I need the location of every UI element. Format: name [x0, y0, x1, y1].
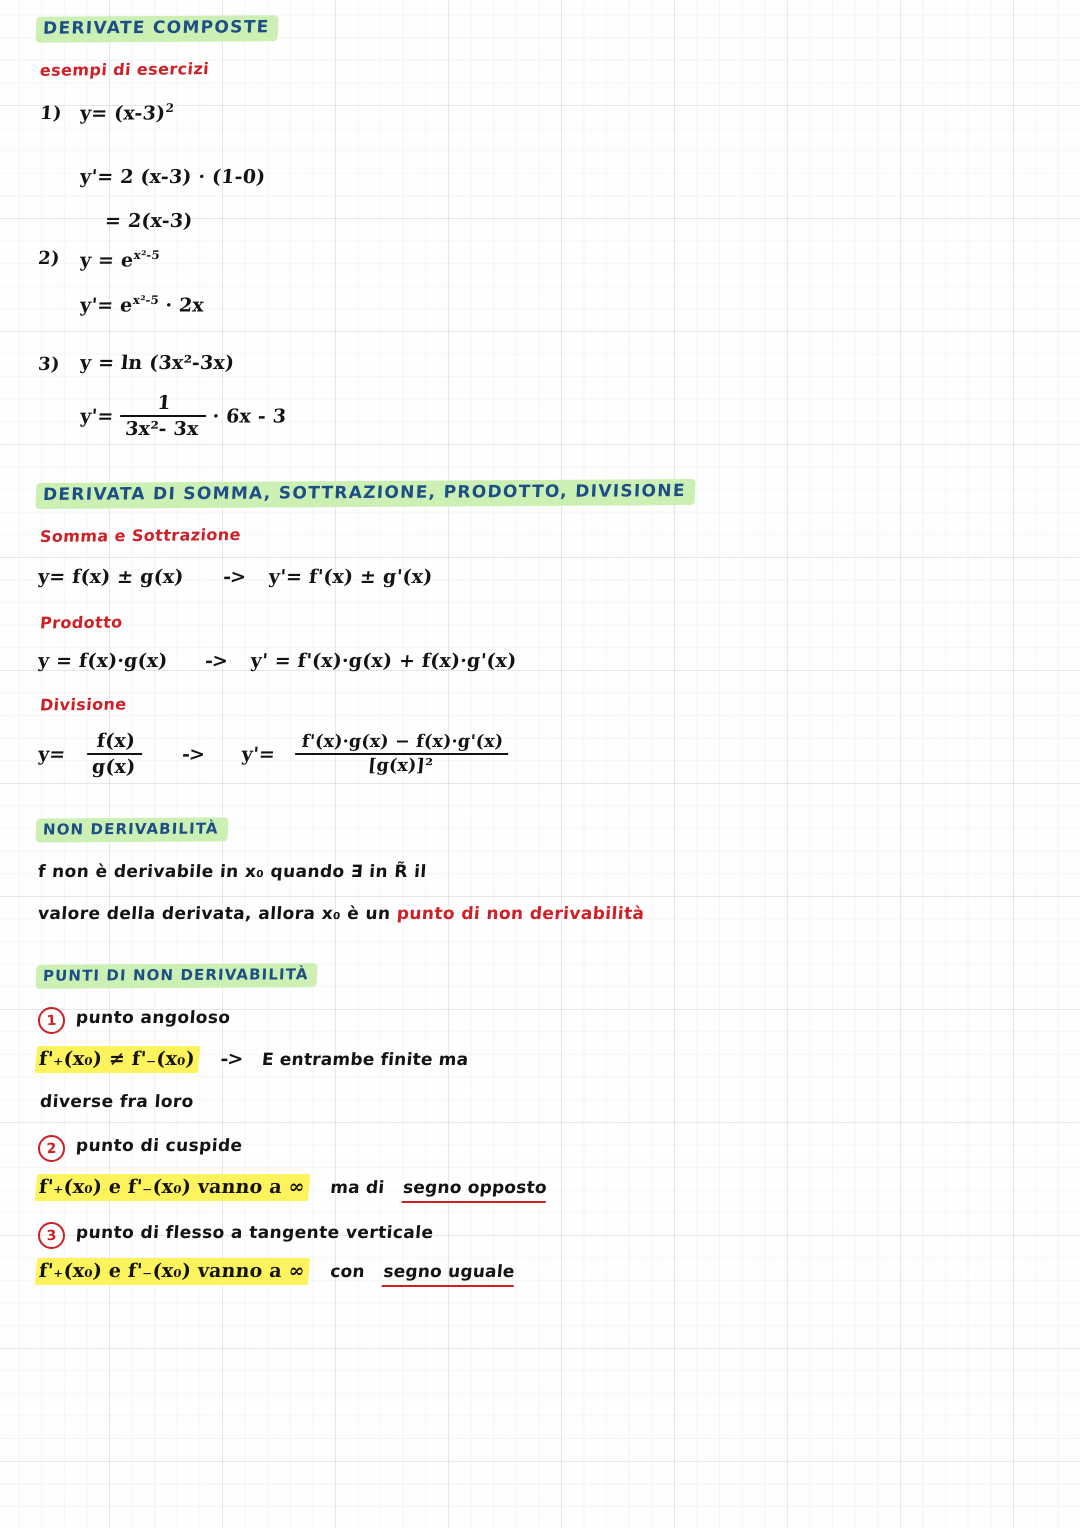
exercise-1-line2: [79, 168, 266, 187]
exercise-2-line2-lhs: y'=: [79, 294, 115, 317]
point-2-tail: ma di: [329, 1178, 386, 1198]
point-3-formula-row: [35, 1262, 515, 1281]
formula-somma-left: y= f(x) ± g(x): [37, 566, 185, 588]
formula-divisione-left-numerator: f(x): [87, 732, 144, 755]
formula-divisione: [36, 730, 510, 778]
exercise-3-line2: [78, 392, 288, 440]
subheading-somma-sottrazione: Somma e Sottrazione: [39, 524, 242, 547]
point-1-formula-highlighted: f'₊(x₀) ≠ f'₋(x₀): [35, 1046, 200, 1073]
formula-prodotto-right: y' = f'(x)·g(x) + f(x)·g'(x): [249, 650, 518, 672]
subheading-esempi-di-esercizi: esempi di esercizi: [39, 59, 210, 80]
point-1-tail: E entrambe finite ma: [261, 1050, 470, 1070]
point-3-formula-highlighted: f'₊(x₀) e f'₋(x₀) vanno a ∞: [35, 1258, 310, 1285]
point-1-number: 1: [37, 1006, 65, 1034]
exercise-1-expr: (x-3): [113, 102, 167, 125]
exercise-2-base: e: [120, 249, 135, 272]
point-1-tail-line2: diverse fra loro: [39, 1092, 195, 1112]
exercise-1-line2-rhs: 2 (x-3) · (1-0): [119, 166, 267, 188]
non-derivabilita-line-2-black: valore della derivata, allora x₀ è un: [37, 904, 392, 924]
formula-somma-arrow: ->: [222, 566, 247, 588]
subheading-divisione: Divisione: [39, 694, 128, 715]
exercise-3-line2-tail: · 6x - 3: [211, 405, 288, 428]
exercise-1-y: y=: [79, 102, 109, 125]
exercise-2-line2-tail: · 2x: [164, 294, 205, 317]
formula-prodotto-left: y = f(x)·g(x): [37, 650, 169, 672]
non-derivabilita-line-1: f non è derivabile in x₀ quando ∃ in R̃ il: [37, 862, 428, 882]
point-1-formula-row: [35, 1050, 469, 1069]
exercise-1-line3: = 2(x-3): [104, 210, 194, 232]
exercise-2-lhs: y =: [79, 249, 116, 272]
exercise-2-line2: [79, 295, 205, 315]
exercise-1-number: 1): [39, 103, 63, 124]
exercise-3-fraction-numerator: 1: [120, 394, 207, 417]
formula-divisione-lhs: y=: [37, 743, 67, 766]
point-3-tail: con: [329, 1262, 366, 1282]
formula-somma-right: y'= f'(x) ± g'(x): [267, 566, 434, 588]
formula-divisione-right-denominator: [g(x)]²: [367, 756, 434, 776]
heading-derivate-composte: DERIVATE COMPOSTE: [35, 15, 279, 42]
point-2-formula-highlighted: f'₊(x₀) e f'₋(x₀) vanno a ∞: [35, 1174, 310, 1201]
heading-derivata-operazioni: DERIVATA DI SOMMA, SOTTRAZIONE, PRODOTTO, DIVISIONE: [35, 479, 695, 509]
point-1-arrow: ->: [219, 1048, 244, 1070]
exercise-2-number: 2): [37, 248, 61, 269]
exercise-3-number: 3): [37, 354, 61, 375]
subheading-prodotto: Prodotto: [39, 612, 124, 633]
point-3-number: 3: [37, 1221, 65, 1249]
exercise-2-line2-exponent: x²-5: [132, 293, 160, 307]
point-1-label: punto angoloso: [75, 1008, 232, 1028]
point-2-formula-row: [35, 1178, 547, 1197]
point-2-underlined: segno opposto: [402, 1178, 548, 1203]
heading-non-derivabilita: NON DERIVABILITÀ: [35, 817, 228, 842]
formula-divisione-rhs: y'=: [240, 743, 277, 766]
point-2-number: 2: [37, 1134, 65, 1162]
formula-prodotto-arrow: ->: [204, 650, 228, 672]
non-derivabilita-line-2-red: punto di non derivabilità: [396, 904, 646, 924]
formula-prodotto: [37, 652, 517, 671]
formula-somma-sottrazione: [37, 568, 433, 587]
exercise-3-line2-lhs: y'=: [79, 405, 115, 428]
formula-divisione-left-denominator: g(x): [91, 756, 137, 778]
exercise-1-exponent: 2: [165, 101, 175, 115]
exercise-2-statement: [79, 250, 160, 270]
exercise-3-fraction: [118, 394, 207, 439]
point-3-label: punto di flesso a tangente verticale: [75, 1223, 435, 1243]
exercise-1-statement: [79, 103, 174, 123]
formula-divisione-left-fraction: [85, 732, 144, 777]
exercise-3-fraction-denominator: 3x²- 3x: [124, 418, 200, 440]
heading-punti-non-derivabilita: PUNTI DI NON DERIVABILITÀ: [35, 963, 318, 989]
non-derivabilita-line-2: [37, 906, 644, 923]
point-2-label: punto di cuspide: [75, 1136, 244, 1156]
point-3-underlined: segno uguale: [382, 1262, 515, 1287]
formula-divisione-right-fraction: [293, 731, 510, 776]
exercise-1-line2-lhs: y'=: [79, 166, 115, 188]
formula-divisione-arrow: ->: [181, 743, 205, 766]
exercise-2-exponent: x²-5: [133, 248, 161, 262]
formula-divisione-right-numerator: f'(x)·g(x) − f(x)·g'(x): [295, 734, 510, 755]
exercise-3-statement: y = ln (3x²-3x): [79, 352, 236, 374]
exercise-2-line2-base: e: [119, 294, 134, 317]
